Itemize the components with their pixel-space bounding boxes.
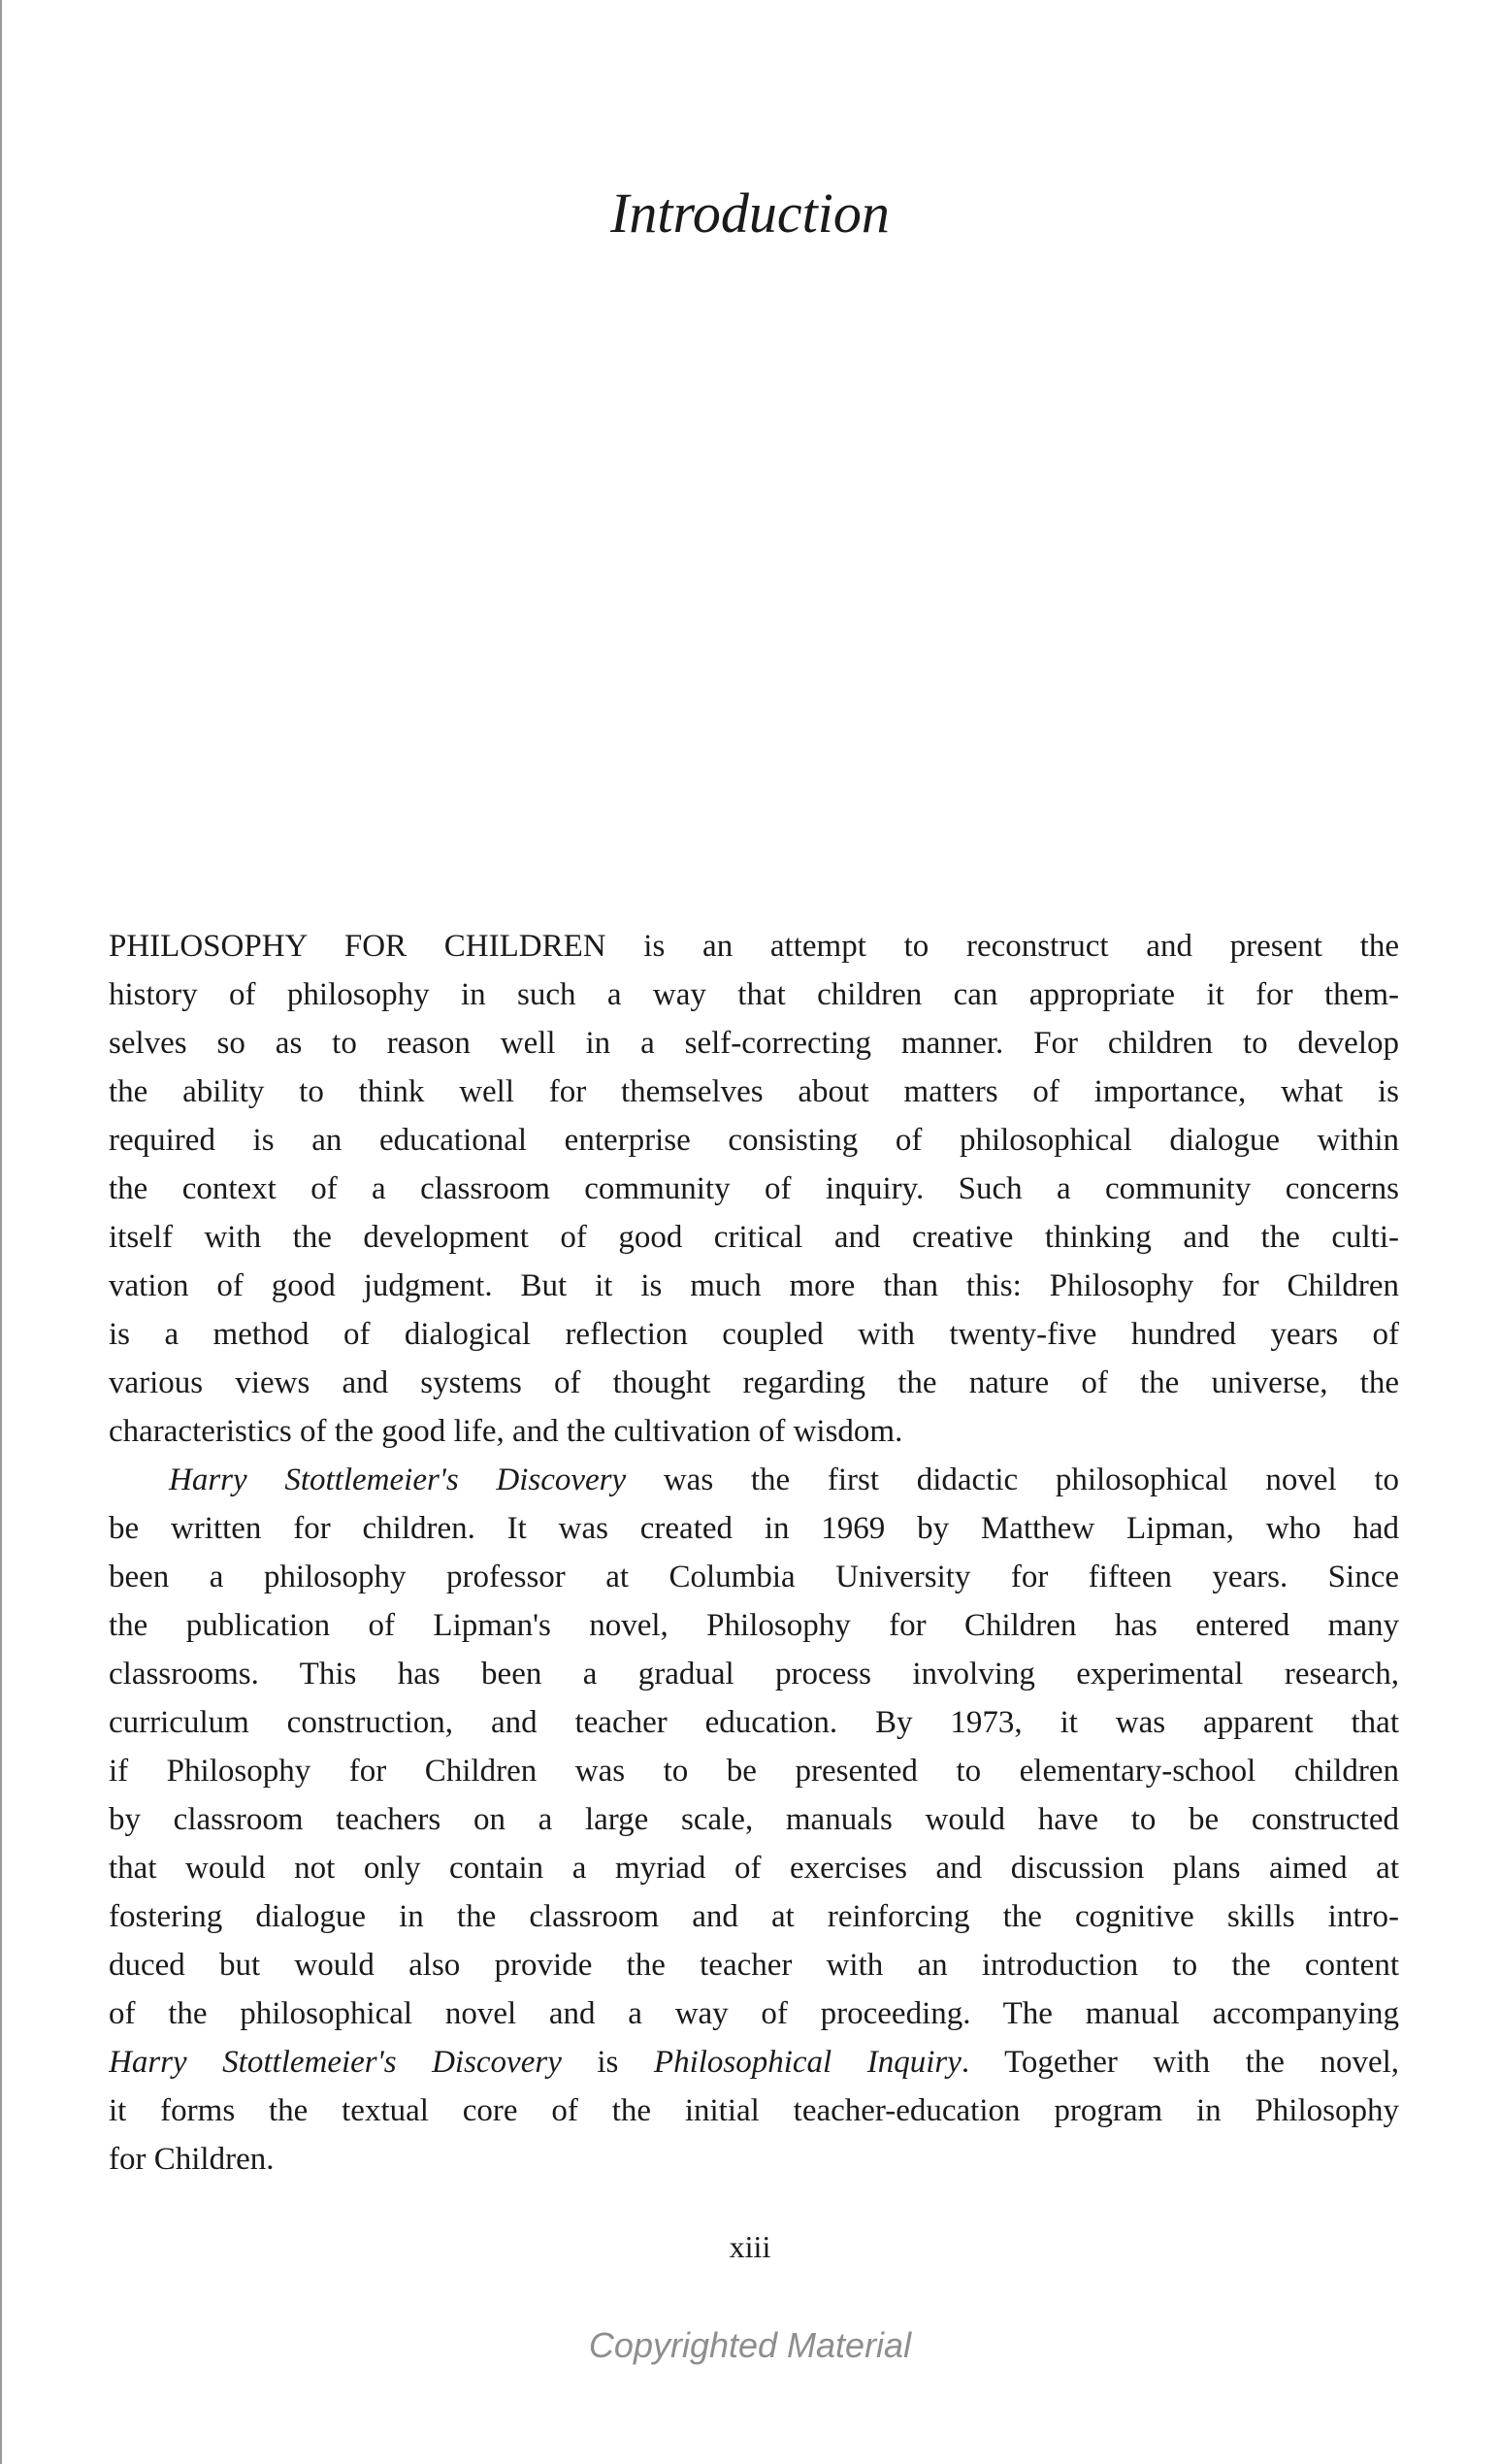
text-line: history of philosophy in such a way that children can appropriate it for them- (109, 977, 1399, 1012)
text-line: by classroom teachers on a large scale, manuals would have to be constructed (109, 1802, 1399, 1837)
text-line: various views and systems of thought regarding the nature of the universe, the (109, 1365, 1399, 1400)
text-line: curriculum construction, and teacher education. By 1973, it was apparent that (109, 1705, 1399, 1740)
text-line: duced but would also provide the teacher with an introduction to the content (109, 1948, 1399, 1983)
body-text (109, 922, 1399, 2184)
text-line (109, 2038, 1399, 2086)
page-number: xiii (729, 2229, 771, 2264)
book-title: Harry Stottlemeier's Discovery (169, 1462, 627, 1497)
text-run: was the first didactic philosophical novel to (626, 1462, 1399, 1497)
text-run: . Together with the novel, (961, 2045, 1399, 2080)
text-line: selves so as to reason well in a self-correcting manner. For children to develop (109, 1026, 1399, 1061)
text-line (109, 1456, 1399, 1504)
text-line: the ability to think well for themselves about matters of importance, what is (109, 1074, 1399, 1109)
text-line: of the philosophical novel and a way of proceeding. The manual accompanying (109, 1996, 1399, 2031)
text-line: be written for children. It was created in 1969 by Matthew Lipman, who had (109, 1511, 1399, 1546)
text-line: itself with the development of good critical and creative thinking and the culti- (109, 1220, 1399, 1255)
text-line: the publication of Lipman's novel, Philosophy for Children has entered many (109, 1608, 1399, 1643)
chapter-title: Introduction (610, 181, 890, 245)
text-line: it forms the textual core of the initial teacher-education program in Philosophy (109, 2093, 1399, 2128)
text-line: if Philosophy for Children was to be presented to elementary-school children (109, 1754, 1399, 1789)
book-title: Harry Stottlemeier's Discovery (109, 2045, 562, 2080)
text-run: is (561, 2045, 654, 2080)
text-line: vation of good judgment. But it is much more than this: Philosophy for Children (109, 1268, 1399, 1303)
text-line: PHILOSOPHY FOR CHILDREN is an attempt to reconstruct and present the (109, 929, 1399, 964)
text-line: is a method of dialogical reflection coupled with twenty-five hundred years of (109, 1317, 1399, 1352)
text-line: classrooms. This has been a gradual process involving experimental research, (109, 1657, 1399, 1692)
text-line: the context of a classroom community of inquiry. Such a community concerns (109, 1171, 1399, 1206)
text-line: characteristics of the good life, and the cultivation of wisdom. (109, 1414, 903, 1449)
text-line: fostering dialogue in the classroom and at reinforcing the cognitive skills intro- (109, 1899, 1399, 1934)
text-line: that would not only contain a myriad of exercises and discussion plans aimed at (109, 1851, 1399, 1886)
text-line: for Children. (109, 2142, 275, 2177)
copyright-watermark: Copyrighted Material (588, 2325, 912, 2365)
text-line: been a philosophy professor at Columbia University for fifteen years. Since (109, 1560, 1399, 1594)
manual-title: Philosophical Inquiry (653, 2045, 962, 2080)
page-edge-rule (0, 0, 2, 2464)
text-line: required is an educational enterprise consisting of philosophical dialogue within (109, 1123, 1399, 1158)
